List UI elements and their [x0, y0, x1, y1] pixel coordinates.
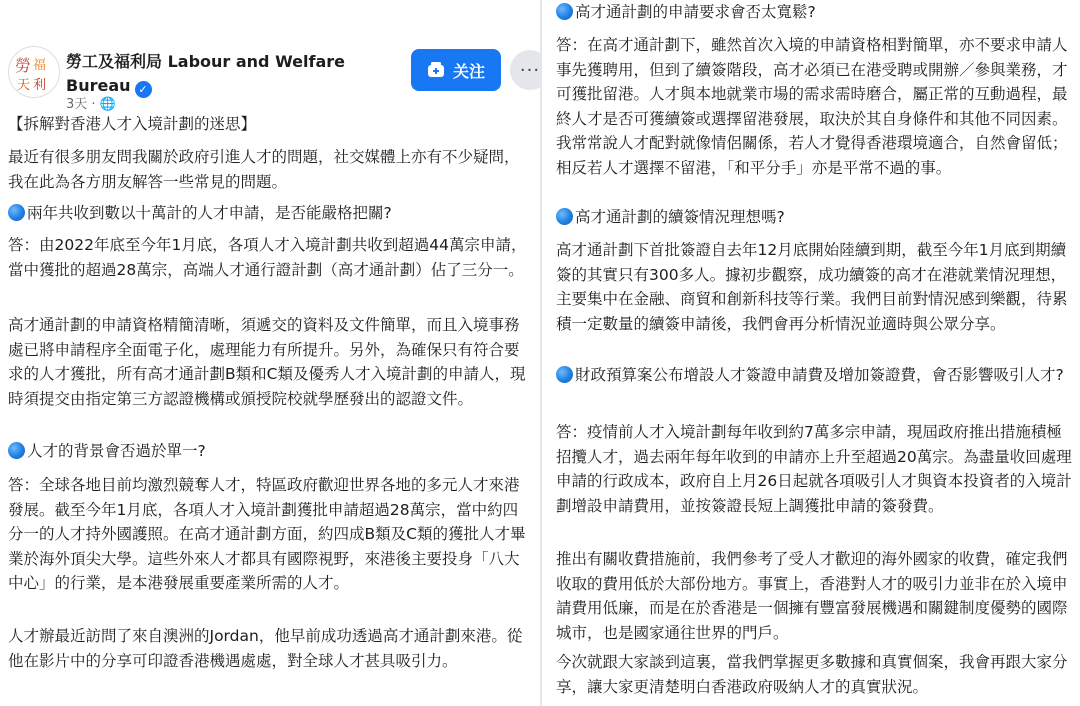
answer-1b: 高才通計劃的申請資格精簡清晰，須遞交的資料及文件簡單，而且入境事務處已將申請程序全面電子化，處理能力有所提升。另外，為確保只有符合要求的人才獲批，所有高才通計劃B類和C類及優秀人才入境計劃的申請人，現時須提交由指定第三方認證機構或頒授院校就學歷發出的認證文件。 — [8, 316, 526, 408]
blue-circle-bullet-icon — [8, 442, 25, 459]
question-4 — [556, 205, 1074, 230]
question-5-text: 財政預算案公布增設人才簽證申請費及增加簽證費，會否影響吸引人才? — [575, 366, 1064, 384]
question-4-text: 高才通計劃的續簽情況理想嗎? — [575, 208, 785, 226]
svg-text:勞: 勞 — [15, 56, 32, 75]
question-3-text: 高才通計劃的申請要求會否太寬鬆? — [575, 3, 816, 21]
follow-label: 关注 — [452, 61, 485, 81]
page-name-line1[interactable]: 勞工及福利局 Labour and Welfare — [66, 52, 345, 71]
svg-text:利: 利 — [33, 78, 47, 93]
post-title: 【拆解對香港人才入境計劃的迷思】 — [8, 115, 257, 133]
answer-2: 答：全球各地目前均激烈競奪人才，特區政府歡迎世界各地的多元人才來港發展。截至今年1月底，各項人才入境計劃獲批申請超過28萬宗，當中約四分一的人才持外國護照。在高才通計劃方面，約四成B類及C類的獲批人才畢業於海外頂尖大學。這些外來人才都具有國際視野，來港後主要投身「八大中心」的行業，是本港發展重要產業所需的人才。 — [8, 476, 526, 592]
blue-circle-bullet-icon — [8, 204, 25, 221]
answer-2b: 人才辦最近訪問了來自澳洲的Jordan，他早前成功透過高才通計劃來港。從他在影片中的分享可印證香港機遇處處，對全球人才甚具吸引力。 — [8, 627, 523, 670]
question-1 — [8, 201, 530, 226]
answer-4: 高才通計劃下首批簽證自去年12月底開始陸續到期，截至今年1月底到期續簽的其實只有300多人。據初步觀察，成功續簽的高才在港就業情況理想，主要集中在金融、商貿和創新科技等行業。我們目前對情況感到樂觀，待累積一定數量的續簽申請後，我們會再分析情況並適時與公眾分享。 — [556, 241, 1068, 333]
more-icon: ··· — [519, 59, 541, 81]
question-2-text: 人才的背景會否過於單一? — [27, 442, 206, 460]
question-3 — [556, 0, 1074, 25]
page-name-line2-wrap[interactable] — [66, 76, 152, 98]
globe-icon: 🌐 — [99, 97, 116, 112]
post-right-column — [542, 0, 1080, 706]
blue-circle-bullet-icon — [556, 208, 573, 225]
svg-text:福: 福 — [33, 58, 47, 73]
blue-circle-bullet-icon — [556, 366, 573, 383]
page-name-line2[interactable]: Bureau — [66, 76, 131, 95]
blue-circle-bullet-icon — [556, 3, 573, 20]
svg-text:天: 天 — [17, 78, 31, 93]
post-header — [0, 0, 540, 112]
question-5 — [556, 363, 1074, 388]
verified-badge-icon: ✓ — [135, 81, 152, 98]
follow-button[interactable] — [411, 49, 501, 91]
answer-5b: 推出有關收費措施前，我們參考了受人才歡迎的海外國家的收費，確定我們收取的費用低於大部份地方。事實上，香港對人才的吸引力並非在於入境申請費用低廉，而是在於香港是一個擁有豐富發展機遇和關鍵制度優勢的國際城市，也是國家通往世界的門戶。 — [556, 550, 1068, 642]
question-2 — [8, 439, 530, 464]
post-timestamp[interactable] — [66, 97, 116, 113]
follow-icon — [427, 61, 445, 79]
answer-5c: 今次就跟大家談到這裏，當我們掌握更多數據和真實個案，我會再跟大家分享，讓大家更清楚明白香港政府吸納人才的真實狀況。 — [556, 653, 1068, 696]
answer-1: 答：由2022年底至今年1月底，各項人才入境計劃共收到超過44萬宗申請，當中獲批的超過28萬宗，高端人才通行證計劃（高才通計劃）佔了三分一。 — [8, 236, 527, 279]
question-1-text: 兩年共收到數以十萬計的人才申請，是否能嚴格把關? — [27, 204, 392, 222]
intro-paragraph: 最近有很多朋友問我關於政府引進人才的問題，社交媒體上亦有不少疑問，我在此為各方朋友解答一些常見的問題。 — [8, 148, 520, 191]
answer-5: 答：疫情前人才入境計劃每年收到約7萬多宗申請，現屆政府推出措施積極招攬人才，過去兩年每年收到的申請亦上升至超過20萬宗。為盡量收回處理申請的行政成本，政府自上月26日起就各項吸引人才與資本投資者的入境計劃增設申請費用，並按簽證長短上調獲批申請的簽發費。 — [556, 423, 1072, 515]
answer-3: 答：在高才通計劃下，雖然首次入境的申請資格相對簡單，亦不要求申請人事先獲聘用，但到了續簽階段，高才必須已在港受聘或開辦／參與業務，才可獲批留港。人才與本地就業市場的需求需時磨合，屬正常的互動過程，最終人才是否可獲續簽或選擇留港發展，取決於其自身條件和其他不同因素。我常常說人才配對就像情侶關係，若人才覺得香港環境適合，自然會留低；相反若人才選擇不留港，「和平分手」亦是平常不過的事。 — [556, 36, 1068, 177]
avatar[interactable] — [8, 46, 60, 98]
post-time-text[interactable]: 3天 · — [66, 97, 100, 112]
page-name[interactable] — [66, 52, 356, 72]
page-logo-icon — [11, 49, 57, 95]
